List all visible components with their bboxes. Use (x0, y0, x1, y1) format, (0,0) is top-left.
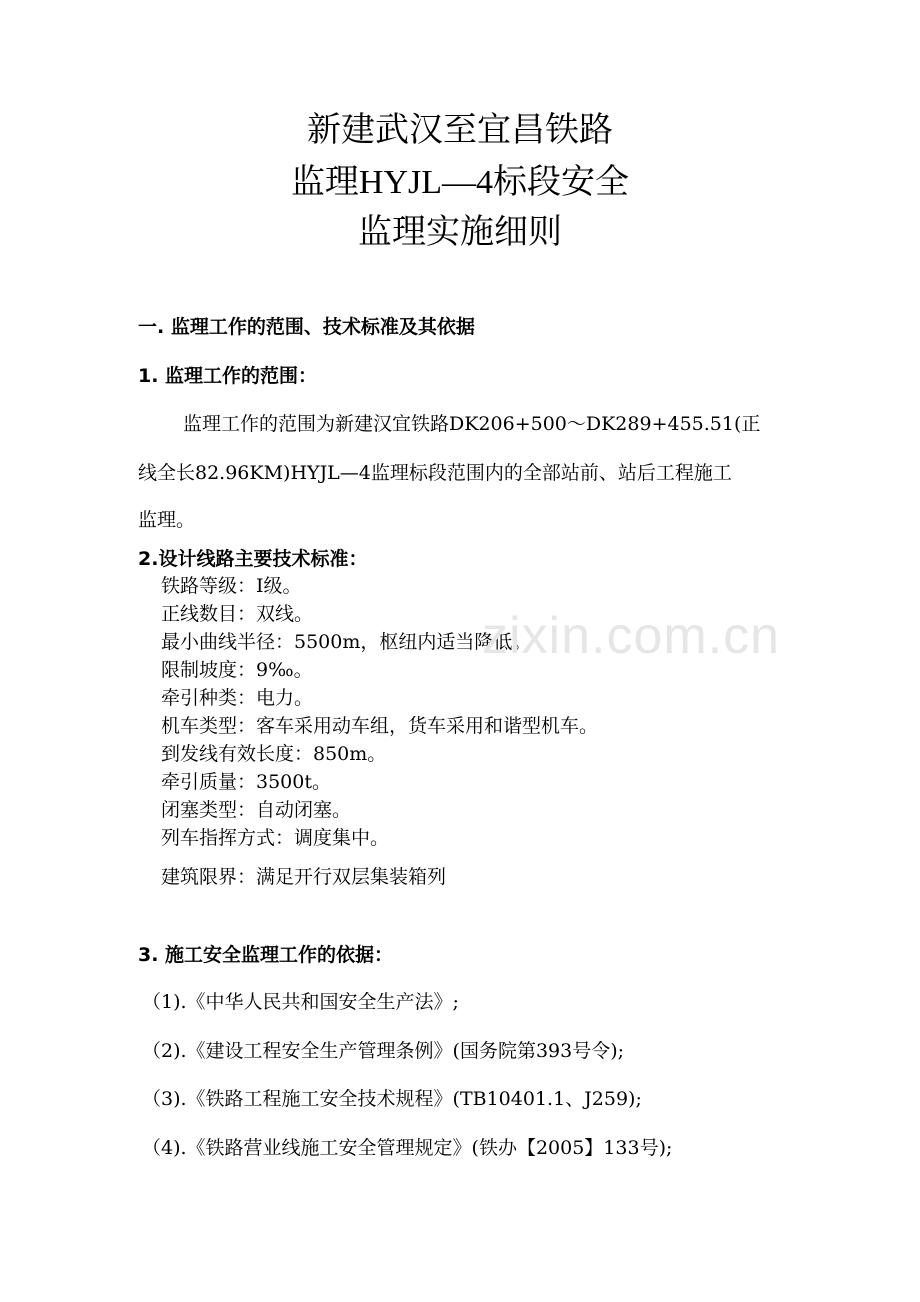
reference-item: （4).《铁路营业线施工安全管理规定》(铁办【2005】133号); (142, 1137, 673, 1159)
standard-item: 铁路等级：Ⅰ级。 (161, 575, 302, 597)
standard-item: 列车指挥方式：调度集中。 (161, 827, 390, 849)
subsection-heading-basis: 3. 施工安全监理工作的依据： (138, 944, 394, 966)
standard-item: 到发线有效长度：850m。 (161, 743, 387, 765)
standard-item: 牵引质量：3500t。 (161, 771, 331, 793)
standard-item: 建筑限界：满足开行双层集装箱列 (161, 866, 447, 888)
subsection-heading-scope: 1. 监理工作的范围： (138, 365, 318, 387)
reference-item: （1).《中华人民共和国安全生产法》; (142, 991, 459, 1013)
reference-item: （2).《建设工程安全生产管理条例》(国务院第393号令); (142, 1040, 625, 1062)
scope-paragraph-line-2: 线全长82.96KM)HYJL—4监理标段范围内的全部站前、站后工程施工 (138, 462, 732, 484)
document-title-line-1: 新建武汉至宜昌铁路 (307, 112, 613, 149)
watermark: zixin.com.cn (482, 607, 781, 665)
scope-paragraph-line-3: 监理。 (138, 509, 196, 531)
section-heading-1: 一. 监理工作的范围、技术标准及其依据 (138, 316, 475, 338)
standard-item: 正线数目：双线。 (161, 603, 314, 625)
standard-item: 最小曲线半径：5500m，枢纽内适当降低。 (161, 631, 532, 653)
reference-item: （3).《铁路工程施工安全技术规程》(TB10401.1、J259); (142, 1088, 642, 1110)
subsection-heading-standards: 2.设计线路主要技术标准： (138, 548, 368, 570)
scope-paragraph-line-1: 监理工作的范围为新建汉宜铁路DK206+500～DK289+455.51(正 (183, 413, 761, 435)
document-title-line-2: 监理HYJL—4标段安全 (290, 164, 630, 201)
standard-item: 机车类型：客车采用动车组，货车采用和谐型机车。 (161, 715, 599, 737)
standard-item: 闭塞类型：自动闭塞。 (161, 799, 352, 821)
document-title-line-3: 监理实施细则 (358, 214, 562, 251)
standard-item: 牵引种类：电力。 (161, 687, 314, 709)
standard-item: 限制坡度：9‰。 (161, 659, 313, 681)
